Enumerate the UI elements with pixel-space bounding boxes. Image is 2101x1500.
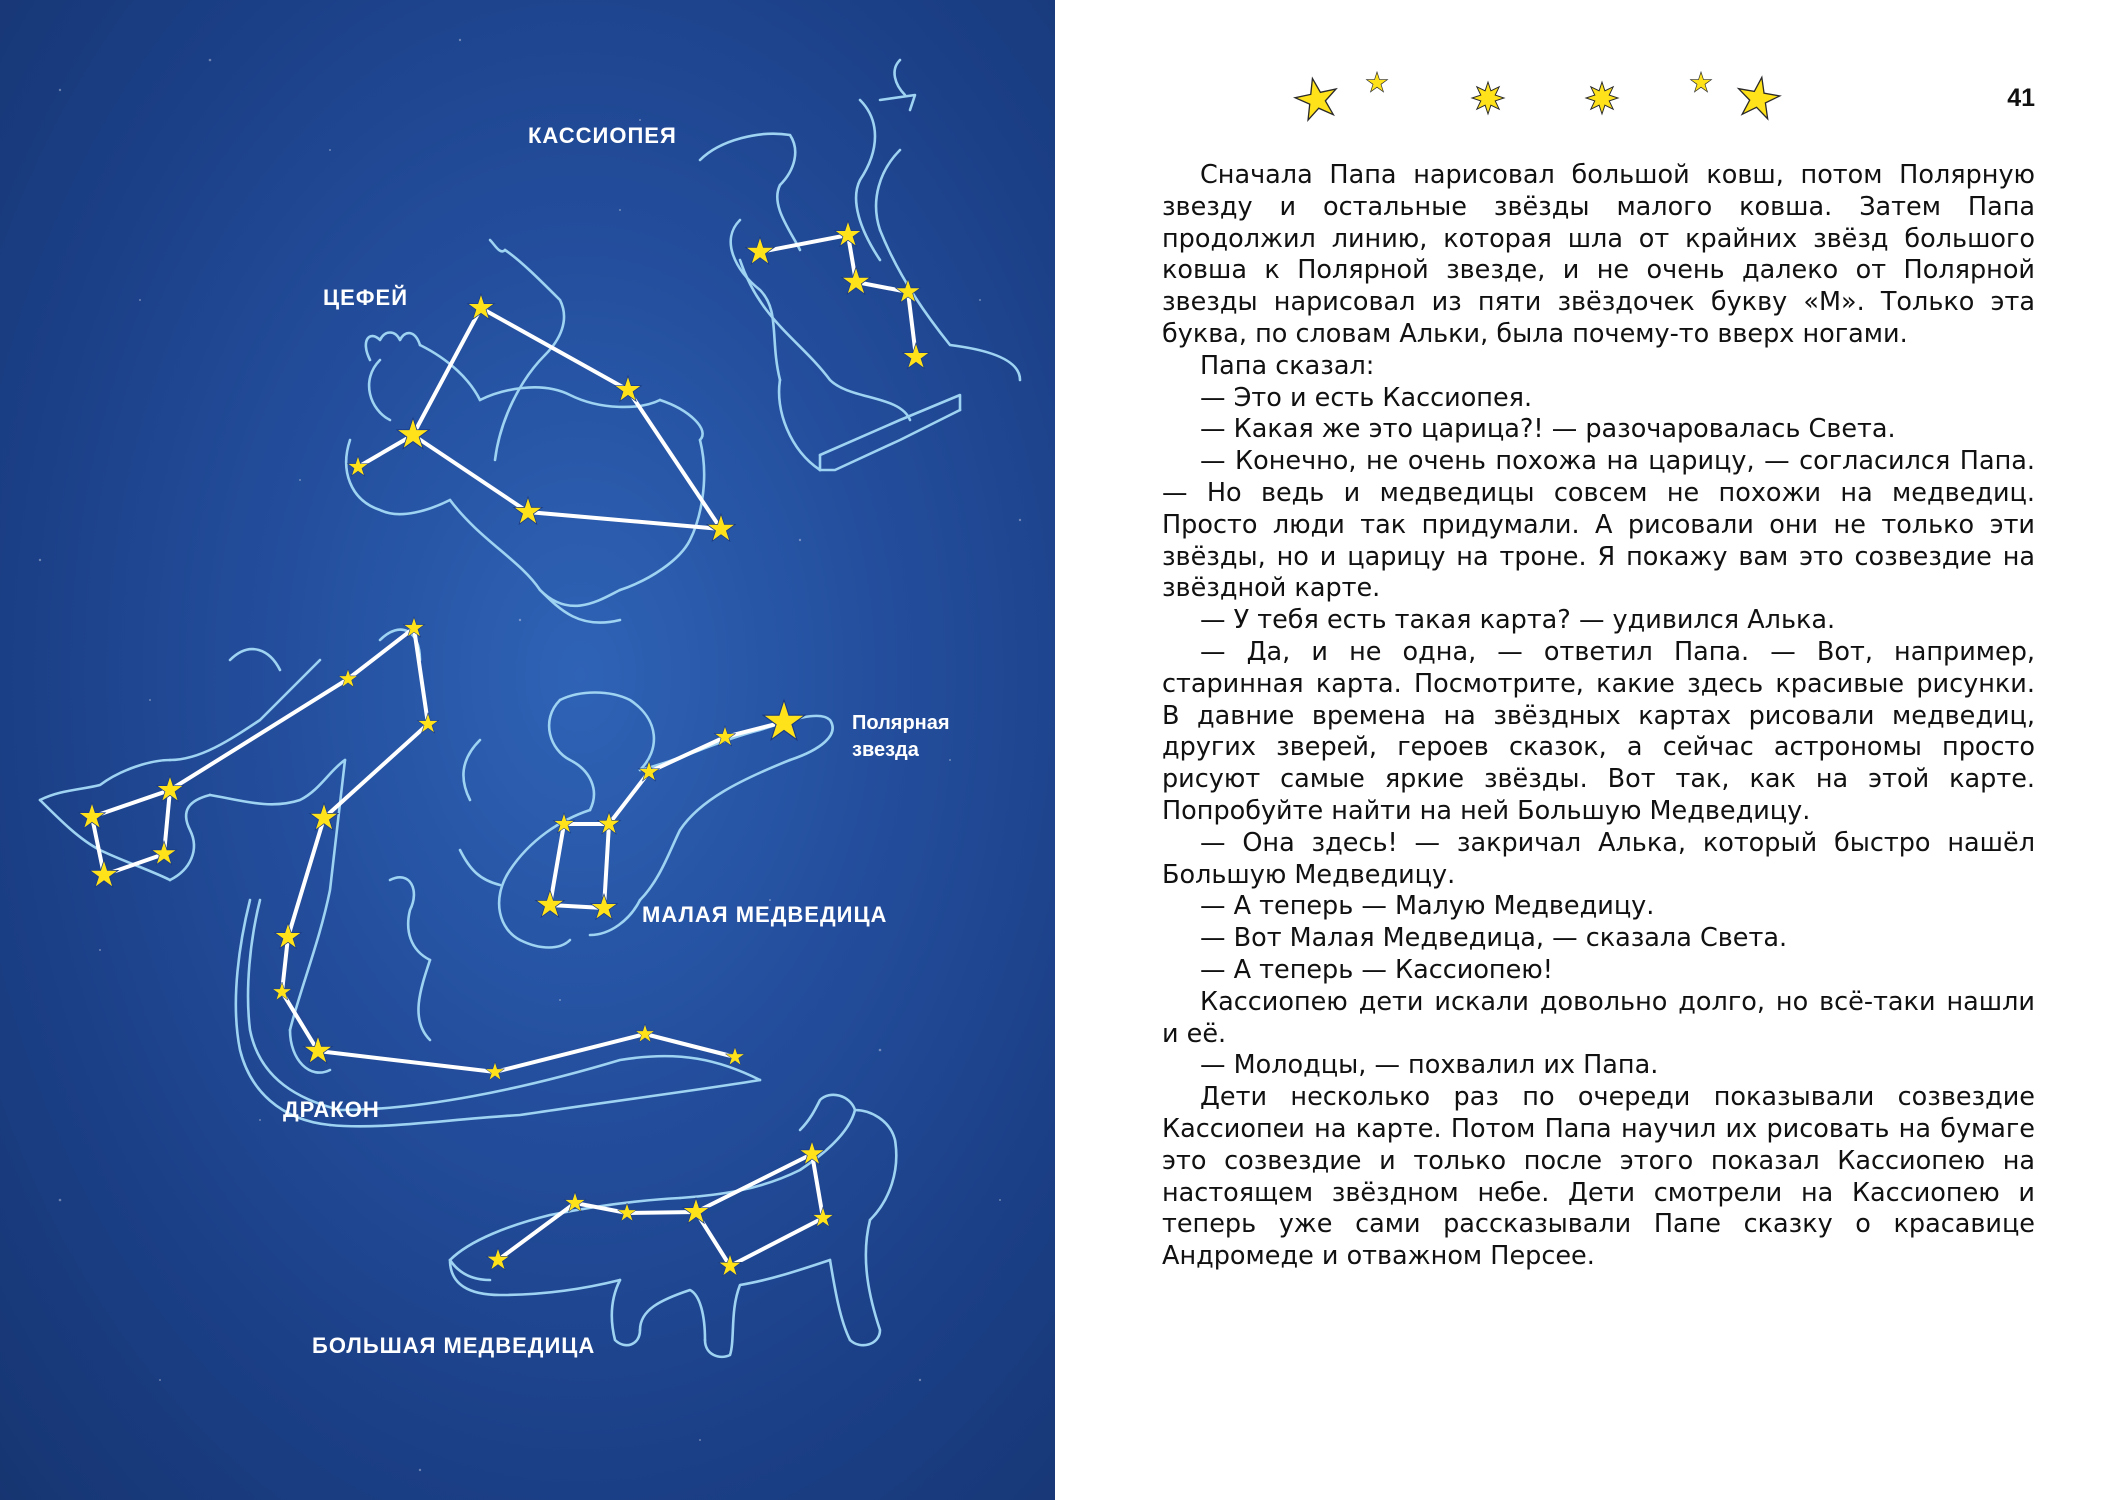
paragraph: — Она здесь! — закричал Алька, который быстро нашёл Большую Медведицу.: [1162, 827, 2035, 890]
decorative-stars-header: [1055, 0, 2101, 140]
star-icon: [1734, 74, 1782, 120]
paragraph: Кассиопею дети искали довольно долго, но всё-таки нашли и её.: [1162, 986, 2035, 1049]
ursa-minor-label: МАЛАЯ МЕДВЕДИЦА: [642, 902, 888, 927]
paragraph: Дети несколько раз по очереди показывали созвездие Кассиопеи на карте. Потом Папа научил их рисовать на бумаге это созвездие и только после этого показал Кассиопею на настоящем звёздном небе. Дети смотрели на Кассиопею и теперь уже сами рассказывали Папе сказку о красавице Андромеде и отважном Персее.: [1162, 1082, 2035, 1272]
polaris-star-icon: [763, 700, 805, 740]
star-icon: [1367, 72, 1388, 92]
polaris-label-line1: Полярная: [852, 712, 950, 734]
ursa-major-label: БОЛЬШАЯ МЕДВЕДИЦА: [312, 1333, 596, 1358]
constellation-lines: [92, 235, 916, 1266]
cassiopeia-lines: [760, 235, 916, 357]
paragraph: — У тебя есть такая карта? — удивился Алька.: [1200, 605, 1836, 636]
page-number: 41: [2007, 84, 2035, 112]
paragraph: — Вот Малая Медведица, — сказала Света.: [1200, 923, 1788, 954]
draco-lines-2: [92, 628, 428, 1051]
paragraph: — А теперь — Малую Медведицу.: [1200, 891, 1655, 922]
paragraph: — Это и есть Кассиопея.: [1200, 382, 1533, 413]
star-icon: [1292, 74, 1341, 122]
cepheus-label: ЦЕФЕЙ: [323, 285, 409, 310]
paragraph: — А теперь — Кассиопею!: [1200, 954, 1553, 985]
draco-lines: [318, 1034, 735, 1072]
draco-label: ДРАКОН: [283, 1097, 380, 1122]
polaris-label: [852, 710, 950, 764]
polaris-label-line2: звезда: [852, 739, 919, 761]
paragraph: — Какая же это царица?! — разочаровалась Света.: [1200, 414, 1896, 445]
cassiopeia-figure-outline: [700, 60, 1020, 470]
constellation-stars: [79, 221, 930, 1276]
paragraph: Папа сказал:: [1200, 350, 1375, 381]
star-icon: [1691, 72, 1712, 92]
figure-outlines: [40, 60, 1020, 1357]
cepheus-lines-2: [413, 308, 721, 529]
cassiopeia-label: КАССИОПЕЯ: [528, 123, 677, 148]
story-text: [1162, 160, 2035, 1273]
paragraph: — Молодцы, — похвалил их Папа.: [1200, 1050, 1659, 1081]
text-page: [1055, 0, 2101, 1500]
ursa-major-lines: [498, 1154, 823, 1266]
paragraph: — Конечно, не очень похожа на царицу, — согласился Папа. — Но ведь и медведицы совсем не похожи на медведиц. Просто люди так придумали. А рисовали они не только эти звёзды, но и царицу на троне. Я покажу вам это созвездие на звёздной карте.: [1162, 446, 2035, 604]
paragraph: Сначала Папа нарисовал большой ковш, потом Полярную звезду и остальные звёзды малого ковша. Затем Папа продолжил линию, которая шла от крайних звёзд большого ковша к Полярной звезде, и не очень далеко от Полярной звезды нарисовал из пяти звёздочек букву «М». Только эта буква, по словам Альки, была почему-то вверх ногами.: [1162, 160, 2035, 349]
ursa-minor-lines: [550, 722, 784, 908]
draco-figure-outline: [40, 630, 760, 1127]
burst-star-icon: [1472, 82, 1504, 114]
paragraph: — Да, и не одна, — ответил Папа. — Вот, например, старинная карта. Посмотрите, какие здесь красивые рисунки. В давние времена на звёздных картах рисовали медведиц, других зверей, героев сказок, а сейчас астрономы просто рисуют самые яркие звёзды. Вот так, как на этой карте. Попробуйте найти на ней Большую Медведицу.: [1162, 636, 2035, 826]
burst-star-icon: [1586, 82, 1618, 114]
